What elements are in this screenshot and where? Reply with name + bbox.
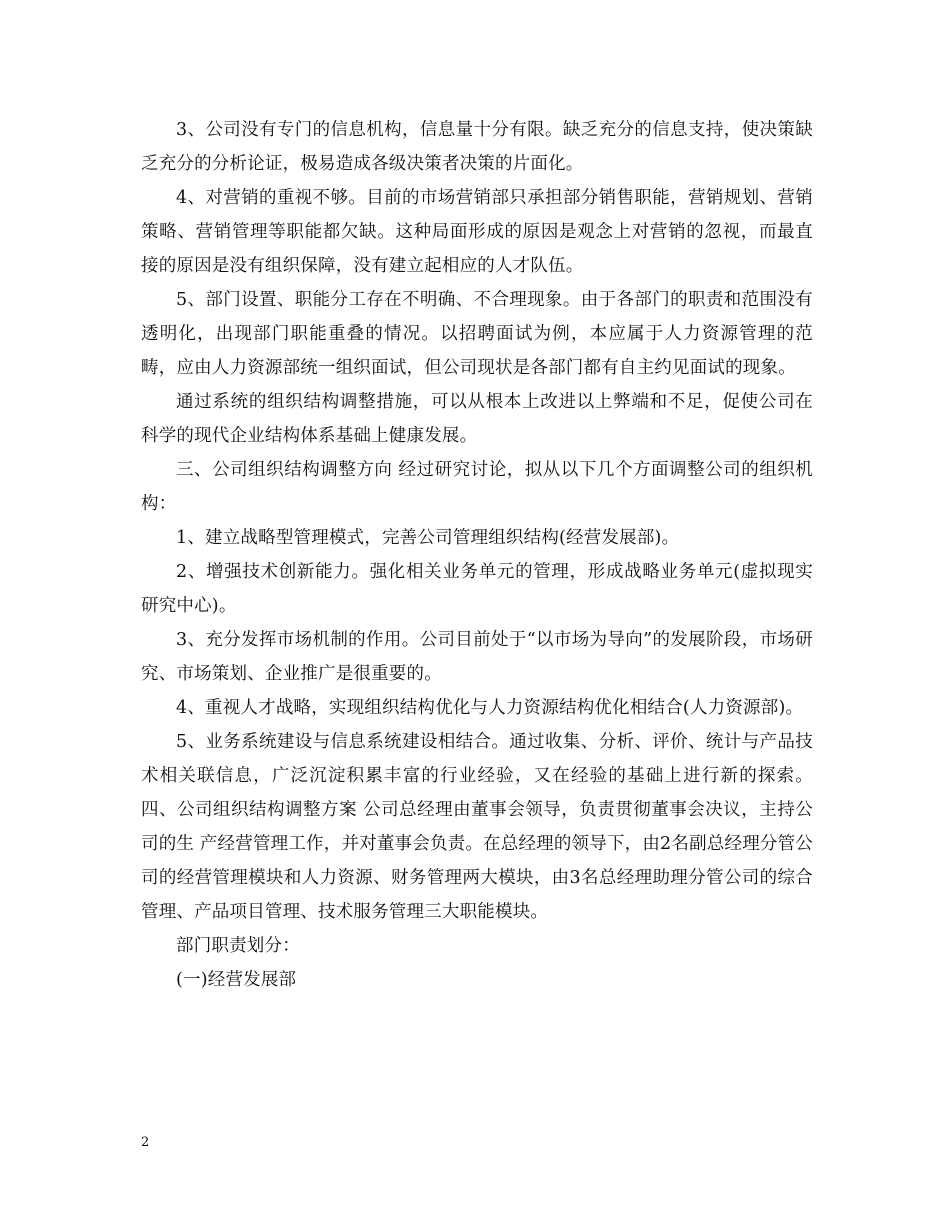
- paragraph-system-integration: 5、业务系统建设与信息系统建设相结合。通过收集、分析、评价、统计与产品技术相关联信息，广泛沉淀积累丰富的行业经验，又在经验的基础上进行新的探索。 四、公司组织结构调整方案 公司总经理由董事会领导，负责贯彻董事会决议，主持公司的生 产经营管理工作，并对董事会负责。在总经理的领导下，由2名副总经理分管公司的经营管理模块和人力资源、财务管理两大模块，由3名总经理助理分管公司的综合管理、产品项目管理、技术服务管理三大职能模块。: [141, 732, 813, 922]
- document-body: [141, 113, 813, 997]
- paragraph-decision-support: 3、公司没有专门的信息机构，信息量十分有限。缺乏充分的信息支持，使决策缺乏充分的分析论证，极易造成各级决策者决策的片面化。: [141, 120, 813, 174]
- paragraph-marketing: 4、对营销的重视不够。目前的市场营销部只承担部分销售职能，营销规划、营销策略、营销管理等职能都欠缺。这种局面形成的原因是观念上对营销的忽视，而最直接的原因是没有组织保障，没有建立起相应的人才队伍。: [141, 188, 813, 276]
- paragraph-talent-strategy: 4、重视人才战略，实现组织结构优化与人力资源结构优化相结合(人力资源部)。: [176, 698, 804, 718]
- paragraph-department-duties: 部门职责划分：: [176, 936, 300, 956]
- paragraph-adjustment-summary: 通过系统的组织结构调整措施，可以从根本上改进以上弊端和不足，促使公司在科学的现代企业结构体系基础上健康发展。: [141, 392, 813, 446]
- paragraph-strategy-model: 1、建立战略型管理模式，完善公司管理组织结构(经营发展部)。: [176, 528, 680, 548]
- paragraph-tech-innovation: 2、增强技术创新能力。强化相关业务单元的管理，形成战略业务单元(虚拟现实研究中心)。: [141, 562, 813, 616]
- paragraph-section-three-heading: 三、公司组织结构调整方向 经过研究讨论，拟从以下几个方面调整公司的组织机构：: [141, 460, 813, 514]
- paragraph-business-development: (一)经营发展部: [176, 970, 297, 990]
- paragraph-department-setup: 5、部门设置、职能分工存在不明确、不合理现象。由于各部门的职责和范围没有透明化，出现部门职能重叠的情况。以招聘面试为例，本应属于人力资源管理的范畴，应由人力资源部统一组织面试，但公司现状是各部门都有自主约见面试的现象。: [141, 290, 813, 378]
- page-number: 2: [141, 1135, 150, 1150]
- paragraph-market-mechanism: 3、充分发挥市场机制的作用。公司目前处于“以市场为导向”的发展阶段，市场研究、市场策划、企业推广是很重要的。: [141, 630, 813, 684]
